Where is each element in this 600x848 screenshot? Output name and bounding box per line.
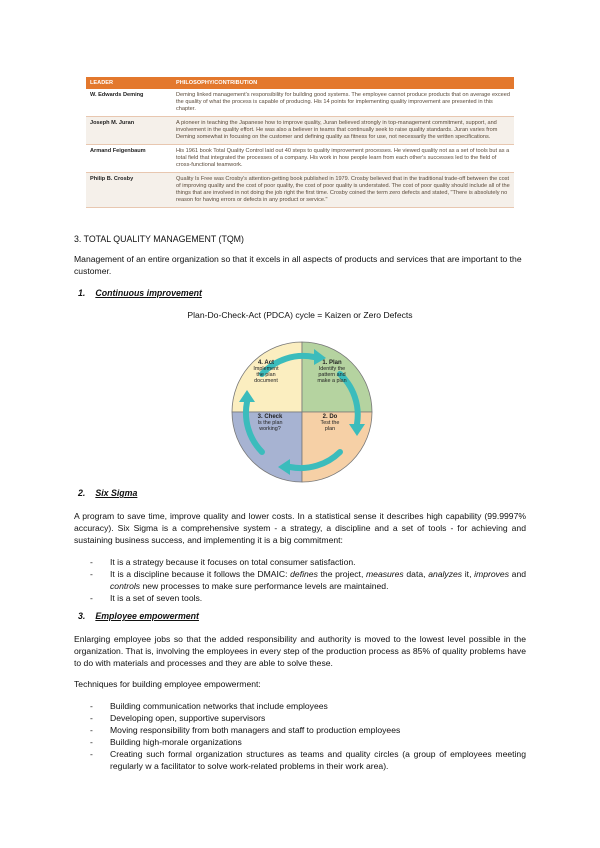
- list-item: - Creating such formal organization structures as teams and quality circles (a group of employees meeting regularly w a facilitator to solve work-related problems in their work area).: [74, 748, 526, 772]
- do-line1: Test the: [320, 420, 340, 426]
- item-title: Six Sigma: [95, 488, 138, 498]
- list-item: - Moving responsibility from both managers and staff to production employees: [74, 724, 526, 736]
- table-row: [86, 89, 514, 117]
- section-heading: 3. TOTAL QUALITY MANAGEMENT (TQM): [74, 234, 244, 244]
- list-item: - It is a strategy because it focuses on total consumer satisfaction.: [74, 556, 526, 568]
- bullet-text: it,: [462, 569, 475, 579]
- plan-line2: pattern and: [318, 372, 346, 378]
- bullet-text: the project,: [317, 569, 366, 579]
- pdca-title: Plan-Do-Check-Act (PDCA) cycle = Kaizen or Zero Defects: [187, 310, 413, 320]
- techniques-intro: Techniques for building employee empowerment:: [74, 679, 261, 689]
- list-item: - It is a set of seven tools.: [74, 592, 526, 604]
- quality-leaders-table: [86, 77, 514, 208]
- item-number: 1.: [78, 288, 86, 298]
- bullet-text: and: [509, 569, 527, 579]
- bullet-text: new processes to make sure performance levels are maintained.: [140, 581, 389, 591]
- empowerment-text: Enlarging employee jobs so that the added responsibility and authority is moved to the lowest level possible in the organization. That is, involving the employees in every step of the production process as 85% of quality problems have to do with materials and processes and they are able to solve these.: [74, 634, 526, 668]
- bullet-text: data,: [403, 569, 429, 579]
- item-title: Employee empowerment: [95, 611, 199, 621]
- techniques-list: [74, 700, 526, 772]
- leader-name: Joseph M. Juran: [86, 117, 172, 145]
- leader-name: Armand Feigenbaum: [86, 145, 172, 173]
- pdca-label-do: [312, 414, 348, 432]
- act-line1: Implement: [253, 366, 279, 372]
- leader-name: Philip B. Crosby: [86, 173, 172, 208]
- dmaic-defines: defines: [290, 569, 318, 579]
- leader-name: W. Edwards Deming: [86, 89, 172, 117]
- bullet-text: It is a discipline because it follows the DMAIC:: [110, 569, 291, 579]
- table-row: [86, 145, 514, 173]
- check-line1: Is the plan: [257, 420, 283, 426]
- leader-contribution: His 1961 book Total Quality Control laid out 40 steps to quality improvement processes. He viewed quality not as a set of tools but as a total field that integrated the processes of a company. His work in how people learn from each other's successes led to the field of cross-functional teamwork.: [172, 145, 514, 173]
- check-title: 3. Check: [257, 414, 283, 420]
- leader-contribution: A pioneer in teaching the Japanese how to improve quality, Juran believed strongly in top-management commitment, support, and involvement in the quality effort. He was also a believer in teams that continually seek to raise quality standards. Juran varies from Deming somewhat in focusing on the customer and defining quality as fitness for use, not necessarily the written specifications.: [172, 117, 514, 145]
- six-sigma-text: A program to save time, improve quality and lower costs. In a statistical sense it describes high capability (99.9997% accuracy). Six Sigma is a comprehensive system - a strategy, a discipline and a set of tools - for achieving and sustaining business success, and implementing it is a big commitment:: [74, 511, 526, 545]
- plan-line3: make a plan: [317, 378, 347, 384]
- item-heading-employee-empowerment: [78, 611, 199, 621]
- act-title: 4. Act: [257, 360, 275, 366]
- list-item: - Building communication networks that include employees: [74, 700, 526, 712]
- item-number: 3.: [78, 611, 86, 621]
- act-line2: the plan: [256, 372, 276, 378]
- list-item: - Building high-morale organizations: [74, 736, 526, 748]
- act-line3: document: [254, 378, 278, 384]
- pdca-label-check: [250, 414, 290, 432]
- table-row: [86, 173, 514, 208]
- dmaic-analyzes: analyzes: [428, 569, 463, 579]
- leader-contribution: Quality Is Free was Crosby's attention-getting book published in 1979. Crosby believed that in the traditional trade-off between the cost of improving quality and the cost of poor quality, the cost of poor quality is understated. The cost of poor quality should include all of the things that are involved in not doing the job right the first time. Crosby coined the term zero defects and stated, "There is absolutely no reason for having errors or defects in any product or service.": [172, 173, 514, 208]
- pdca-cycle-diagram: [222, 332, 382, 492]
- plan-title: 1. Plan: [322, 360, 342, 366]
- list-item: - Developing open, supportive supervisors: [74, 712, 526, 724]
- dmaic-measures: measures: [366, 569, 404, 579]
- list-item: [74, 568, 526, 592]
- item-heading-six-sigma: [78, 488, 137, 498]
- do-line2: plan: [324, 426, 336, 432]
- leader-contribution: Deming linked management's responsibility for building good systems. The employee cannot produce products that on average exceed the quality of what the process is capable of producing. His 14 points for implementing quality improvement are presented in this chapter.: [172, 89, 514, 117]
- table-header-leader: LEADER: [86, 77, 172, 89]
- table-row: [86, 117, 514, 145]
- item-title: Continuous improvement: [95, 288, 202, 298]
- pdca-label-plan: [310, 360, 354, 384]
- plan-line1: Identify the: [318, 366, 346, 372]
- six-sigma-bullets: [74, 556, 526, 604]
- dmaic-improves: improves: [474, 569, 509, 579]
- check-line2: working?: [259, 426, 281, 432]
- dmaic-controls: controls: [110, 581, 141, 591]
- do-title: 2. Do: [322, 414, 338, 420]
- table-header-contribution: PHILOSOPHY/CONTRIBUTION: [172, 77, 514, 89]
- table-header-row: [86, 77, 514, 89]
- section-intro: Management of an entire organization so that it excels in all aspects of products and services that are important to the customer.: [74, 254, 522, 276]
- item-number: 2.: [78, 488, 86, 498]
- item-heading-continuous-improvement: [78, 288, 202, 298]
- pdca-label-act: [246, 360, 286, 384]
